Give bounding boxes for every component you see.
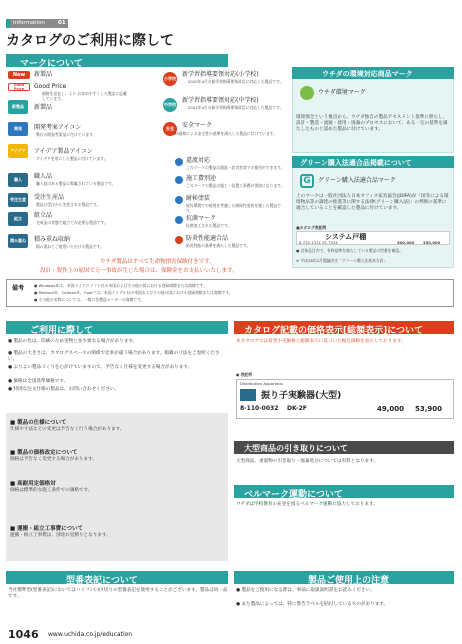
- usage-header: [6, 321, 228, 334]
- mark-section-title: マークについて: [20, 59, 83, 69]
- price-example-code: 8-110-0032: [240, 405, 279, 412]
- eco-title: ウチダの環境対応商品マーク: [322, 70, 413, 78]
- caution-header: [234, 571, 454, 584]
- usage-line-2: ● 製品の大きさは、カタログスペースの関係で比率が違う場合があります。掲載の寸法をご参照ください。: [8, 351, 220, 362]
- dev-label: 開発考案アイコン: [34, 124, 82, 131]
- assembly-desc: 完成品の状態で組立てが必要な製品です。: [36, 220, 108, 225]
- order-desc: 製品は受注から生産される製品です。: [36, 202, 101, 207]
- order-icon: 受注生産: [8, 193, 28, 207]
- safety-desc: JIS規格による安全性の基準を満たした製品に付けています。: [174, 131, 278, 136]
- elementary-icon: 小学校: [163, 72, 177, 86]
- transport-text: 運搬・組立工事費は、別途お見積りとなります。: [10, 533, 111, 538]
- new-product-label: 新製品: [34, 104, 53, 111]
- price-revision-text: 価格は予告なく変更する場合があります。: [10, 457, 97, 462]
- eco-body: 環境保全という視点から、ウチダ独自の製品アセスメント基準に照らし、設計・製造・流通・使用・廃棄のプロセスにおいて、ある一定の基準を満たしたものと認めた製品に付けています。: [296, 115, 448, 132]
- price-notation-title: カタログ記載の価格表示[総額表示]について: [244, 326, 424, 336]
- notice-line2: 設計・製作上の原因で万一事故が生じた場合は、保険金をお支払いいたします。: [40, 268, 238, 274]
- install-icon: [175, 176, 183, 184]
- durable-title: ■ 高耐用定価格対: [10, 481, 56, 487]
- stack-desc: 積み重ねてご使用いただける製品です。: [36, 244, 104, 249]
- info-number: 01: [58, 20, 66, 26]
- order-mark-icon: [240, 389, 256, 401]
- usage-line-1: ● 製品の色は、印刷のため実物と多少異なる場合があります。: [8, 339, 138, 344]
- dev-desc: 弊社の開発考案品に付けています。: [36, 132, 97, 137]
- usage-line-5: ● 特別な注文仕様の製品は、お問い合わせください。: [8, 387, 120, 392]
- idea-desc: アイデアを形にした製品に付けています。: [36, 156, 108, 161]
- memo-line-3: ● その他の名称については、一般に各製造メーカーの商標です。: [34, 297, 145, 302]
- notice-line1: ウチダ製品はすべて生命物損害保険付きです。: [100, 259, 215, 265]
- junior-high-label: 新学習指導要領対応(中学校): [182, 97, 259, 104]
- junior-high-icon: 中学校: [163, 98, 177, 112]
- idea-icon: アイデア: [8, 144, 28, 158]
- caution-line-2: ● また製品によっては、特に警告ラベルを貼付しているものがあります。: [236, 602, 389, 607]
- stack-label: 積み重ね収納: [34, 236, 71, 243]
- weather-label: 耐候塗装: [186, 195, 211, 202]
- usage-title: ご利用に際して: [30, 326, 94, 336]
- info-label: Information: [13, 20, 45, 26]
- model-header: [6, 571, 228, 584]
- price-example-maker: Distribution Apparatus: [240, 381, 283, 386]
- eco-panel: [292, 67, 454, 153]
- reflux-desc: このマークの製品は還流・給食室等での使用ができます。: [186, 165, 285, 170]
- info-tag: [6, 19, 68, 28]
- memo-line-2: ● Pentium®、Celeron®、Core™は、米国インテル社の米国およびその他の国における登録商標または商標です。: [34, 290, 233, 295]
- usage-line-4: ● 価格は全国基準価格です。: [8, 379, 69, 384]
- spec-title: ■ 製品の仕様について: [10, 420, 67, 426]
- green-legend: ■カタログ表記例: [296, 225, 327, 230]
- reflux-icon: [175, 158, 183, 166]
- good-price-desc: 価格を見直し、より お求めやすくした製品に記載しています。: [42, 91, 127, 101]
- green-title: グリーン購入法適合品掲載について: [300, 159, 412, 167]
- safety-icon: 安全: [163, 122, 177, 136]
- order-label: 受注生産品: [34, 194, 65, 201]
- spec-text: 仕様や寸法などの変更は予告なく行う場合があります。: [10, 427, 125, 432]
- price-example: [236, 379, 454, 419]
- assembly-icon: 組立: [8, 212, 28, 226]
- elementary-desc: 2020年4月の新学習指導要領改訂に対応した製品です。: [188, 79, 284, 84]
- dev-icon: 開発: [8, 122, 28, 136]
- green-header: [292, 156, 454, 168]
- craftsman-icon: 職人: [8, 173, 28, 187]
- craftsman-desc: 職人技のある製品に掲載されている製品です。: [36, 181, 116, 186]
- big-header: [234, 441, 454, 454]
- price-notation-text: 本カタログでは希望小売価格と総額表示に基づいた税込価格を表示しております。: [236, 339, 406, 344]
- assembly-label: 組立品: [34, 212, 53, 219]
- green-example: [296, 231, 450, 245]
- price-example-product: 振り子実験器(大型): [261, 391, 342, 401]
- green-mark-icon: G: [300, 174, 314, 188]
- install-desc: このマークの製品は施工・設置工事費が別途になります。: [186, 183, 285, 188]
- new-icon: New: [8, 71, 30, 79]
- durable-text: 価格は標準的な施工条件での価格です。: [10, 488, 93, 493]
- antibacterial-label: 抗菌マーク: [186, 215, 217, 222]
- page-number: 1046: [8, 628, 39, 641]
- mark-section-header: [6, 54, 228, 67]
- antibacterial-icon: [175, 216, 183, 224]
- flame-label: 防炎性能適合品: [186, 235, 229, 242]
- new-product-icon: 新製品: [8, 100, 28, 114]
- memo-label: 備考: [12, 285, 25, 292]
- price-example-price1: 49,000: [377, 405, 405, 413]
- weather-desc: 屋外環境での使用を考慮した耐候性塗装を施した製品です。: [186, 203, 281, 213]
- transport-title: ■ 運搬・組立工事費について: [10, 526, 84, 532]
- craftsman-label: 職人品: [34, 173, 53, 180]
- green-body: 上のマークは一般社団法人日本オフィス家具協会(JOIFA)が「国等による環境物品等の調達の推進等に関する法律(グリーン購入法)」の判断の基準に適合していることを確認した製品に付けています。: [296, 194, 449, 211]
- reflux-label: 還流対応: [186, 157, 211, 164]
- weather-icon: [175, 196, 183, 204]
- elementary-label: 新学習指導要領対応(小学校): [182, 71, 259, 78]
- green-mark-label: グリーン購入法適合品マーク: [318, 177, 396, 184]
- stack-icon: 積み重ね: [8, 234, 28, 248]
- page-title: カタログのご利用に際して: [6, 33, 174, 49]
- big-title: 大型商品の引き取りについて: [244, 444, 348, 453]
- flame-icon: [175, 236, 183, 244]
- green-example-name: システム戸棚: [325, 233, 367, 241]
- safety-label: 安全マーク: [182, 122, 213, 129]
- eco-mark-label: ウチダ環境マーク: [318, 89, 366, 96]
- green-note: ● 対象品目内で、有料基準を満たしている製品の型番を確認。: [296, 248, 403, 253]
- big-text: 大型商品、重量物の引き取り・廃棄処分については有料となります。: [236, 459, 378, 464]
- price-revision-title: ■ 製品の価格改定について: [10, 450, 78, 456]
- memo-line-1: ● Windows®は、米国マイクロソフト社の米国およびその他の国における登録商標または商標です。: [34, 283, 207, 288]
- footer-url[interactable]: www.uchida.co.jp/education: [48, 631, 133, 638]
- model-text: 当社標準型(型番表記)においてはハイフン(-)区切りの型番表記を使用することがございます。製品は同一品です。: [8, 588, 228, 599]
- usage-line-3: ● よりよい製品づくりを心がけていますので、予告なく仕様を変更する場合があります。: [8, 365, 193, 370]
- install-label: 施工費別途: [186, 175, 217, 182]
- bellmark-header: [234, 485, 454, 498]
- idea-label: アイデア製品アイコン: [34, 148, 93, 155]
- eco-header: [292, 67, 454, 79]
- model-title: 型番表記について: [66, 576, 138, 586]
- caution-title: 製品ご使用上の注意: [308, 576, 390, 586]
- price-notation-header: [234, 321, 454, 334]
- bellmark-title: ベルマーク運動について: [244, 490, 343, 500]
- price-example-model: DK-2F: [287, 405, 307, 412]
- green-note2: ※ 平成28年2月閣議決定「グリーン購入法基本方針」: [296, 258, 388, 263]
- green-example-price2: 330,000: [423, 240, 441, 245]
- bellmark-text: ウチダは学校教育の充実を図るベルマーク運動に協力しております。: [236, 502, 378, 507]
- green-example-price1: 300,000: [397, 240, 415, 245]
- junior-high-desc: 2021年4月の新学習指導要領改訂に対応した製品です。: [188, 105, 284, 110]
- eco-mark-icon: [300, 86, 314, 100]
- green-example-code: 8-722-1331 ST-7534: [299, 240, 338, 245]
- good-price-label: Good Price: [34, 83, 67, 90]
- good-price-icon: Good Price: [8, 83, 30, 91]
- caution-line-1: ● 製品をご使用になる際は、事前に取扱説明書をお読みください。: [236, 588, 375, 593]
- flame-desc: 防炎性能の基準を満たした製品です。: [186, 243, 251, 248]
- new-label: 新製品: [34, 71, 53, 78]
- antibacterial-desc: 抗菌加工された製品です。: [186, 223, 232, 228]
- price-notation-legend: ● 表記例: [236, 372, 253, 377]
- price-example-price2: 53,900: [415, 405, 443, 413]
